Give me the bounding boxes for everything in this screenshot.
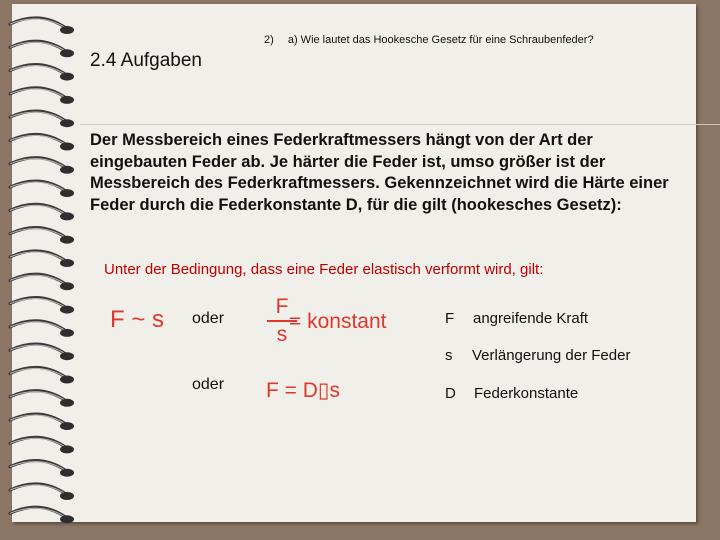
legend-symbol-f: F	[445, 310, 455, 327]
oder-label-1: oder	[192, 310, 225, 327]
spiral-hole	[60, 166, 74, 174]
spiral-hole	[60, 212, 74, 220]
formula-product: F = D▯s	[266, 379, 340, 402]
section-title: 2.4 Aufgaben	[90, 50, 202, 71]
spiral-hole	[60, 26, 74, 34]
spiral-hole	[60, 422, 74, 430]
legend-desc-s: Verlängerung der Feder	[472, 347, 631, 364]
spiral-hole	[60, 259, 74, 267]
spiral-hole	[60, 96, 74, 104]
body-paragraph: Der Messbereich eines Federkraftmessers hängt von der Art der eingebauten Feder ab. Je härter die Feder ist, umso größer ist der Messbereich des Federkraftmessers. Gekennzeichnet wird die Härte einer Feder durch die Federkonstante D, für die gilt (hookesches Gesetz):	[90, 131, 669, 214]
spiral-hole	[60, 515, 74, 523]
spiral-hole	[60, 73, 74, 81]
spiral-hole	[60, 469, 74, 477]
divider-line	[80, 124, 720, 125]
spiral-hole	[60, 143, 74, 151]
spiral-hole	[60, 189, 74, 197]
fraction-numerator: F	[275, 295, 289, 318]
spiral-hole	[60, 376, 74, 384]
spiral-hole	[60, 306, 74, 314]
formula-proportional: F ~ s	[110, 306, 165, 333]
spiral-hole	[60, 119, 74, 127]
legend-desc-f: angreifende Kraft	[473, 310, 589, 327]
fraction-denominator: s	[276, 322, 288, 346]
spiral-hole	[60, 282, 74, 290]
question-header	[264, 34, 594, 46]
question-text: a) Wie lautet das Hookesche Gesetz für eine Schraubenfeder?	[287, 34, 594, 46]
question-number: 2)	[264, 34, 274, 46]
spiral-binding	[0, 0, 95, 540]
legend-symbol-s: s	[445, 347, 453, 364]
formula-konstant: = konstant	[289, 310, 387, 333]
legend-desc-d: Federkonstante	[474, 385, 579, 402]
spiral-hole	[60, 329, 74, 337]
spiral-hole	[60, 445, 74, 453]
spiral-hole	[60, 49, 74, 57]
spiral-hole	[60, 236, 74, 244]
spiral-hole	[60, 492, 74, 500]
spiral-hole	[60, 352, 74, 360]
spiral-hole	[60, 399, 74, 407]
oder-label-2: oder	[192, 376, 225, 393]
condition-text: Unter der Bedingung, dass eine Feder elastisch verformt wird, gilt:	[104, 261, 544, 278]
legend-symbol-d: D	[445, 385, 456, 402]
